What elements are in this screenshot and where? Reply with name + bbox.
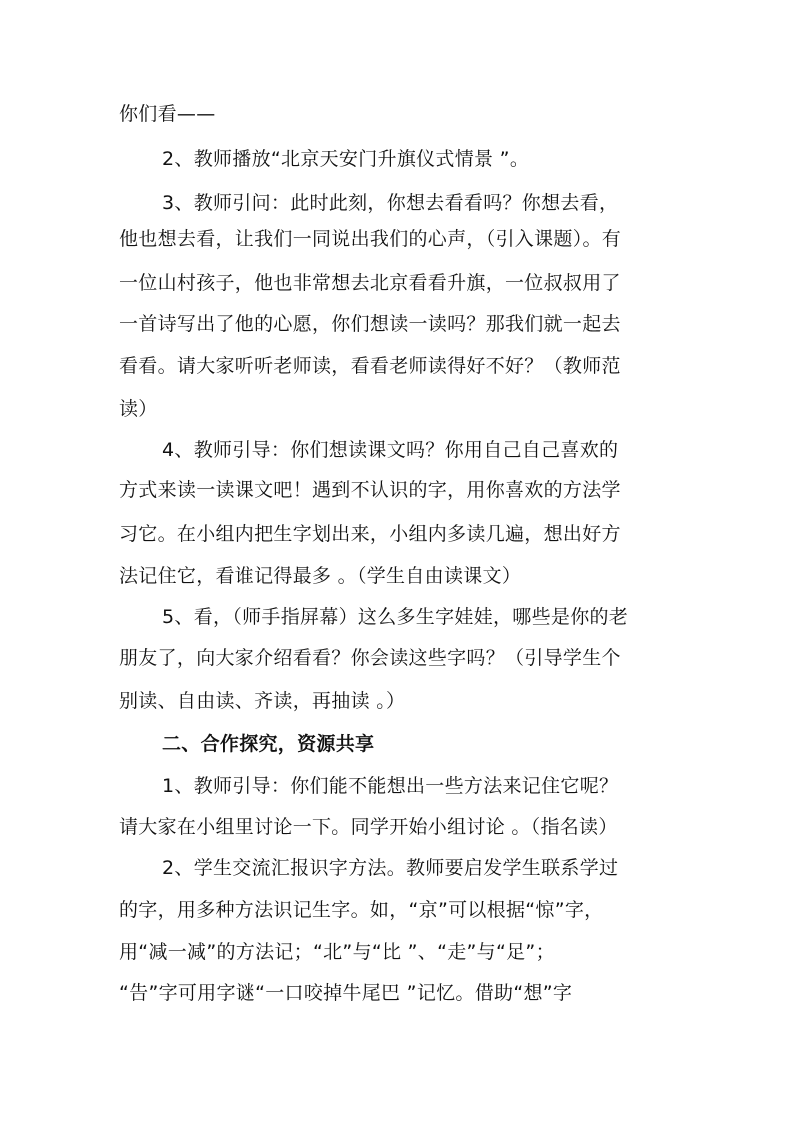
text-line-9: 4、教师引导：你们想读课文吗？你用自己自己喜欢的 <box>162 439 619 461</box>
text-line-14: 朋友了，向大家介绍看看？你会读这些字吗？（引导学生个 <box>119 647 621 669</box>
text-line-2: 2、教师播放“北京天安门升旗仪式情景 ”。 <box>162 148 530 170</box>
text-line-8: 读） <box>119 398 158 420</box>
text-line-13: 5、看，（师手指屏幕）这么多生字娃娃，哪些是你的老 <box>162 606 629 628</box>
text-line-22: “告”字可用字谜“一口咬掉牛尾巴 ”记忆。借助“想”字 <box>119 982 573 1004</box>
text-line-10: 方式来读一读课文吧！遇到不认识的字，用你喜欢的方法学 <box>119 479 621 501</box>
text-line-17: 1、教师引导：你们能不能想出一些方法来记住它呢？ <box>162 775 619 797</box>
text-line-1: 你们看—— <box>119 103 216 125</box>
text-line-7: 看看。请大家听听老师读，看看老师读得好不好？（教师范 <box>119 355 621 377</box>
text-line-15: 别读、自由读、齐读，再抽读 。） <box>119 690 406 712</box>
text-line-21: 用“减一减”的方法记；“北”与“比 ”、“走”与“足”； <box>119 941 555 963</box>
text-line-12: 法记住它，看谁记得最多 。（学生自由读课文） <box>119 565 522 587</box>
text-line-4: 他也想去看，让我们一同说出我们的心声，（引入课题）。有 <box>119 228 622 250</box>
text-line-5: 一位山村孩子，他也非常想去北京看看升旗，一位叔叔用了 <box>119 272 621 294</box>
text-line-6: 一首诗写出了他的心愿，你们想读一读吗？那我们就一起去 <box>119 313 621 335</box>
text-line-18: 请大家在小组里讨论一下。同学开始小组讨论 。（指名读） <box>119 816 618 838</box>
text-line-20: 的字，用多种方法识记生字。如，“京”可以根据“惊”字， <box>119 899 604 921</box>
text-line-3: 3、教师引问：此时此刻，你想去看看吗？你想去看， <box>162 192 619 214</box>
section-heading: 二、合作探究，资源共享 <box>162 733 375 755</box>
text-line-19: 2、学生交流汇报识字方法。教师要启发学生联系学过 <box>162 857 619 879</box>
text-line-11: 习它。在小组内把生字划出来，小组内多读几遍，想出好方 <box>119 523 621 545</box>
